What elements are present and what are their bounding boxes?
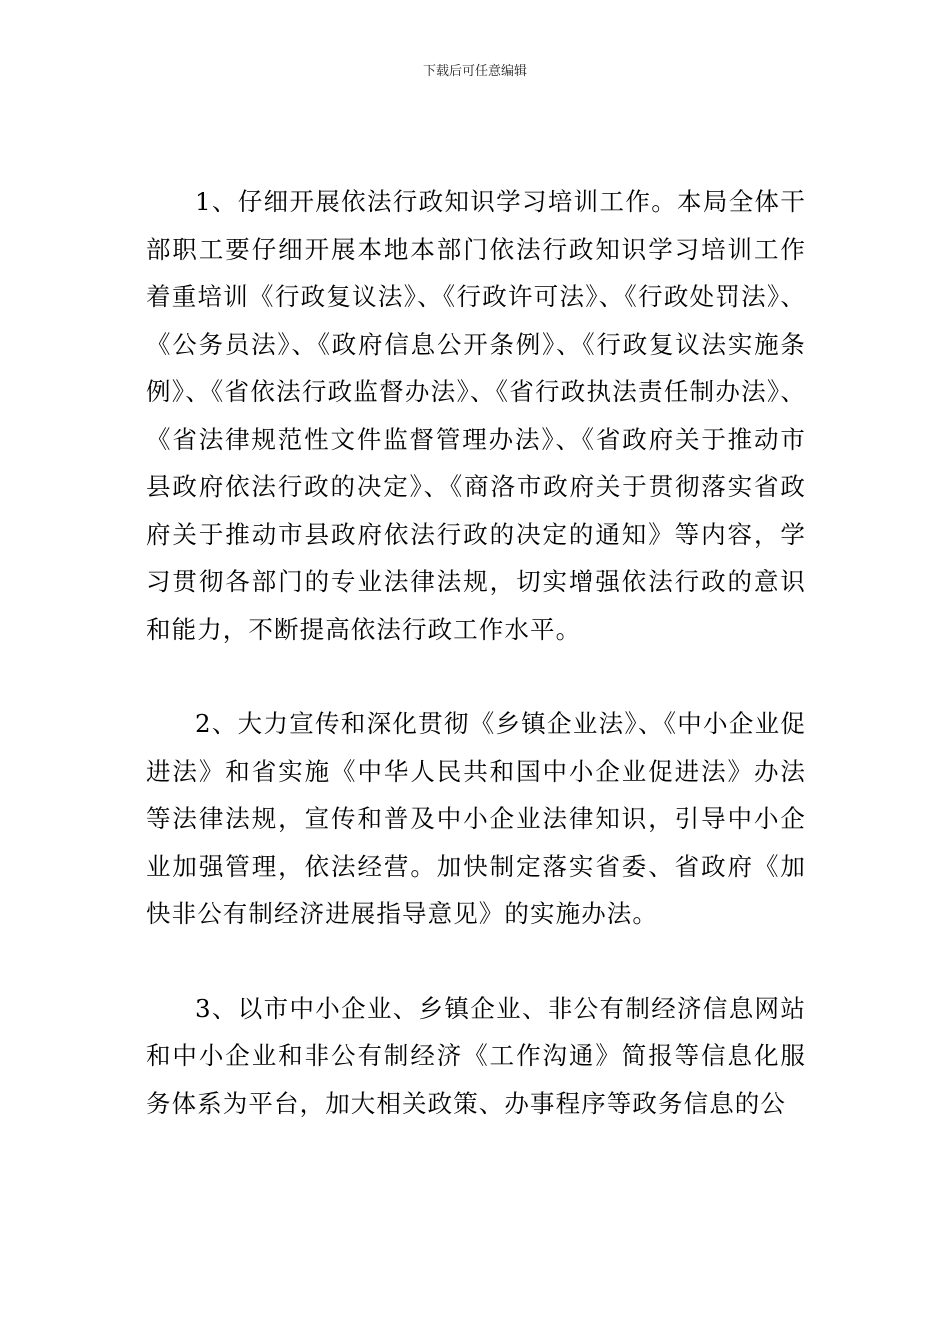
paragraph-2: 2、大力宣传和深化贯彻《乡镇企业法》、《中小企业促进法》和省实施《中华人民共和国中小企业促进法》办法等法律法规，宣传和普及中小企业法律知识，引导中小企业加强管理，依法经营。加快制定落实省委、省政府《加快非公有制经济进展指导意见》的实施办法。 — [146, 709, 806, 928]
page-header-note: 下载后可任意编辑 — [422, 64, 527, 79]
paragraph-1: 1、仔细开展依法行政知识学习培训工作。本局全体干部职工要仔细开展本地本部门依法行政知识学习培训工作着重培训《行政复议法》、《行政许可法》、《行政处罚法》、《公务员法》、《政府信息公开条例》、《行政复议法实施条例》、《省依法行政监督办法》、《省行政执法责任制办法》、《省法律规范性文件监督管理办法》、《省政府关于推动市县政府依法行政的决定》、《商洛市政府关于贯彻落实省政府关于推动市县政府依法行政的决定的通知》等内容，学习贯彻各部门的专业法律法规，切实增强依法行政的意识和能力，不断提高依法行政工作水平。 — [146, 187, 806, 644]
document-body — [146, 178, 806, 1127]
paragraph-3: 3、以市中小企业、乡镇企业、非公有制经济信息网站和中小企业和非公有制经济《工作沟通》简报等信息化服务体系为平台，加大相关政策、办事程序等政务信息的公 — [146, 993, 806, 1118]
